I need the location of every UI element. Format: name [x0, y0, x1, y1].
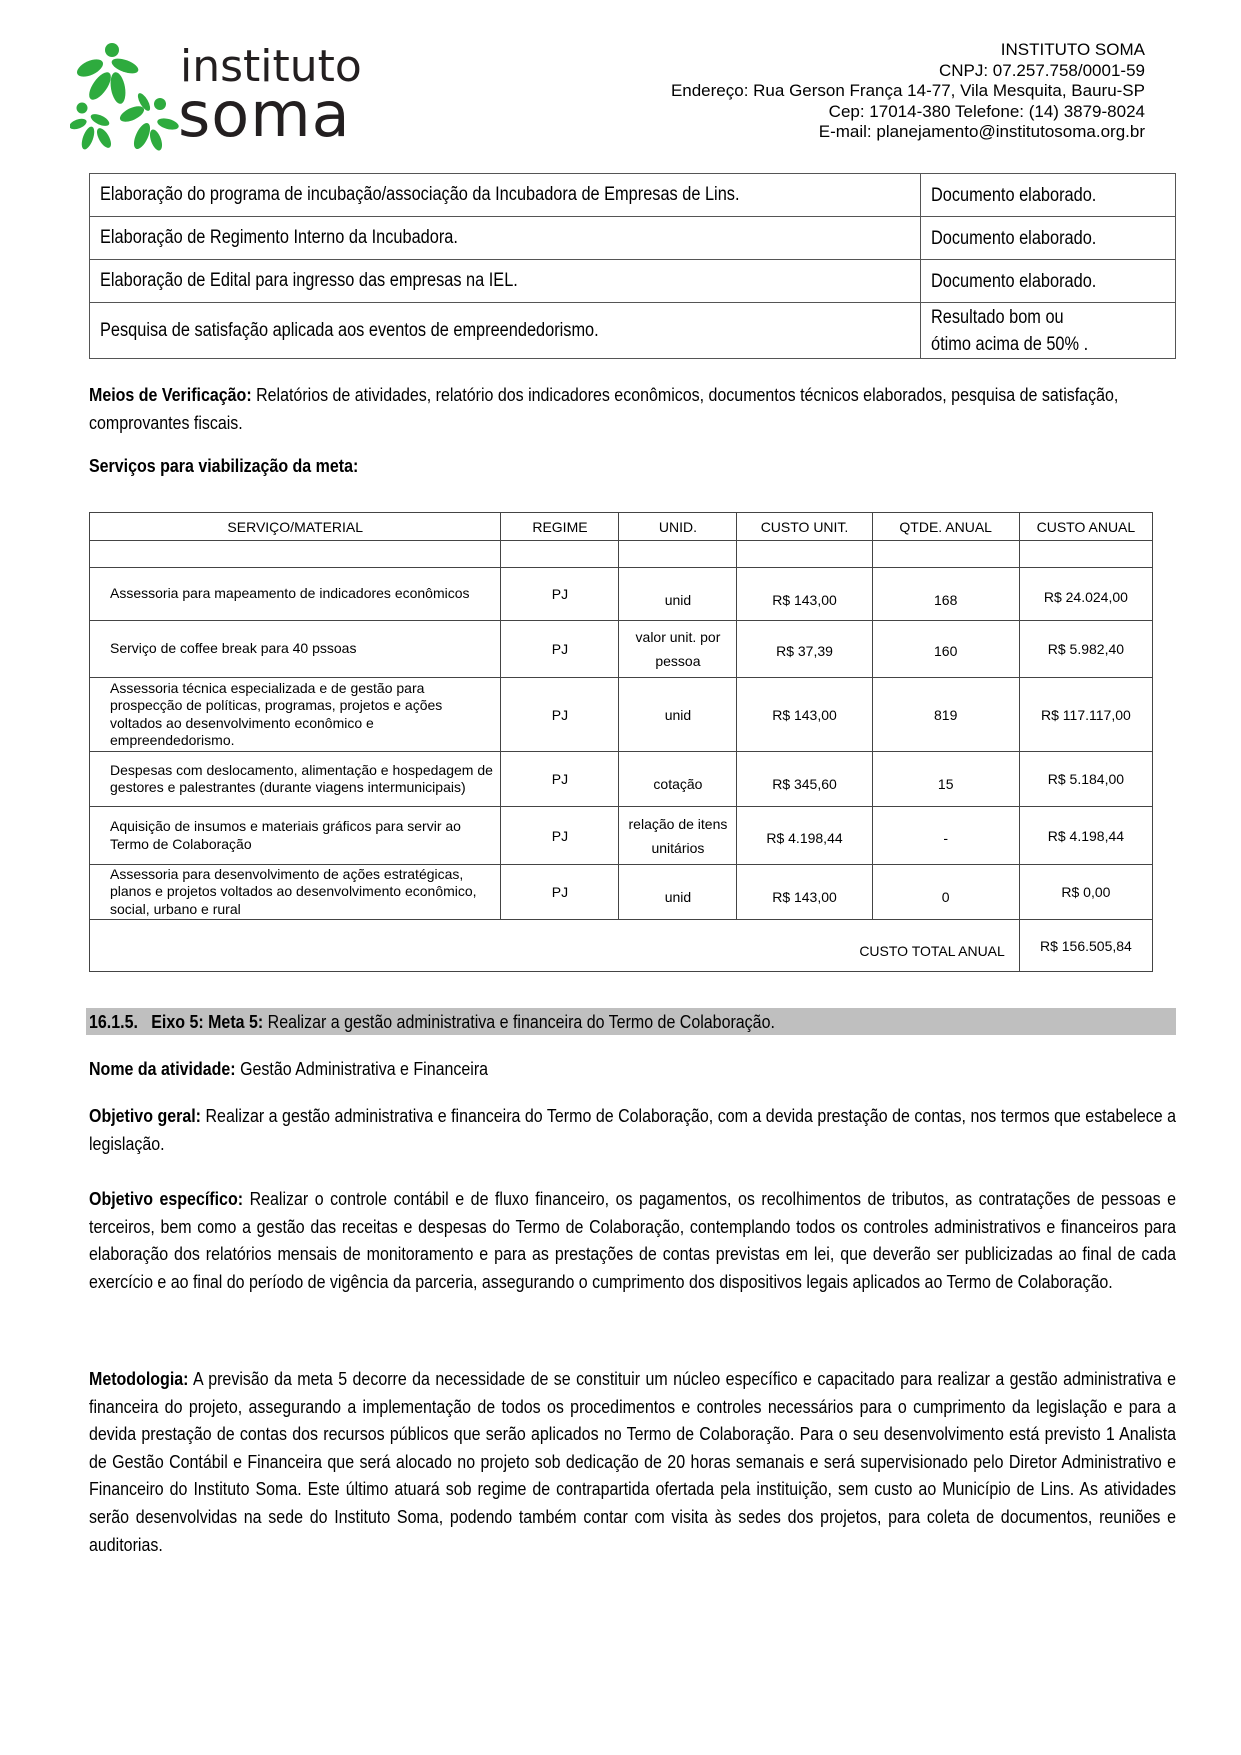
logo-text-soma: soma [178, 78, 351, 151]
qtde-cell: 0 [872, 865, 1019, 920]
nome-atividade-label: Nome da atividade: [89, 1058, 236, 1079]
section-label: Eixo 5: Meta 5: [151, 1011, 264, 1032]
section-text: Realizar a gestão administrativa e financeira do Termo de Colaboração. [263, 1011, 775, 1032]
qtde-cell: 168 [872, 568, 1019, 621]
custo-anual-cell: R$ 0,00 [1019, 865, 1152, 920]
institute-logo [70, 42, 370, 152]
activity-cell: Elaboração de Edital para ingresso das empresas na IEL. [90, 260, 921, 303]
header-cell: QTDE. ANUAL [872, 513, 1019, 541]
table-row [90, 678, 1153, 752]
services-table [89, 512, 1153, 972]
indicators-table [89, 173, 1176, 359]
nome-atividade-text: Gestão Administrativa e Financeira [235, 1058, 489, 1079]
regime-cell: PJ [501, 678, 619, 752]
activity-cell: Pesquisa de satisfação aplicada aos eventos de empreendedorismo. [90, 303, 921, 359]
objetivo-geral [89, 1102, 1176, 1157]
table-row [90, 568, 1153, 621]
table-row [90, 621, 1153, 678]
activity-cell: Elaboração de Regimento Interno da Incubadora. [90, 217, 921, 260]
header-cell: CUSTO UNIT. [737, 513, 872, 541]
header-cell: UNID. [619, 513, 737, 541]
section-number: 16.1.5. [89, 1011, 138, 1032]
meios-text: Relatórios de atividades, relatório dos indicadores econômicos, documentos técnicos elaborados, pesquisa de satisfação, comprovantes fiscais. [89, 384, 1119, 433]
qtde-cell: 160 [872, 621, 1019, 678]
metodologia-label: Metodologia: [89, 1368, 189, 1389]
custo-unit-cell: R$ 345,60 [737, 752, 872, 807]
result-cell: Documento elaborado. [921, 174, 1176, 217]
regime-cell: PJ [501, 865, 619, 920]
org-email: E-mail: planejamento@institutosoma.org.br [818, 122, 1145, 141]
result-cell: Resultado bom ou ótimo acima de 50% . [921, 303, 1176, 359]
total-label: CUSTO TOTAL ANUAL [90, 920, 1020, 972]
unid-cell: unid [619, 568, 737, 621]
unid-cell: unid [619, 865, 737, 920]
table-blank-row [90, 541, 1153, 568]
meios-label: Meios de Verificação: [89, 384, 252, 405]
table-row [90, 303, 1176, 359]
custo-unit-cell: R$ 143,00 [737, 678, 872, 752]
custo-anual-cell: R$ 24.024,00 [1019, 568, 1152, 621]
servicos-heading: Serviços para viabilização da meta: [89, 455, 359, 476]
table-header-row [90, 513, 1153, 541]
regime-cell: PJ [501, 807, 619, 865]
custo-anual-cell: R$ 4.198,44 [1019, 807, 1152, 865]
objetivo-geral-text: Realizar a gestão administrativa e financeira do Termo de Colaboração, com a devida prestação de contas, nos termos que estabelece a legislação. [89, 1105, 1177, 1154]
service-cell: Assessoria para desenvolvimento de ações estratégicas, planos e projetos voltados ao desenvolvimento econômico, social, urbano e rural [90, 865, 501, 920]
service-cell: Assessoria para mapeamento de indicadores econômicos [90, 568, 501, 621]
metodologia [89, 1365, 1176, 1558]
header-contact-info [671, 40, 1145, 143]
objetivo-geral-label: Objetivo geral: [89, 1105, 202, 1126]
regime-cell: PJ [501, 568, 619, 621]
unid-cell: valor unit. por pessoa [619, 621, 737, 678]
table-row [90, 865, 1153, 920]
org-address: Endereço: Rua Gerson França 14-77, Vila Mesquita, Bauru-SP [670, 81, 1145, 100]
table-row [90, 807, 1153, 865]
result-cell: Documento elaborado. [921, 260, 1176, 303]
custo-unit-cell: R$ 37,39 [737, 621, 872, 678]
result-cell: Documento elaborado. [921, 217, 1176, 260]
unid-cell: cotação [619, 752, 737, 807]
metodologia-text: A previsão da meta 5 decorre da necessidade de se constituir um núcleo específico e capacitado para realizar a gestão administrativa e financeira do projeto, assegurando a implementação de todos os procedimentos e controles necessários para o cumprimento da legislação e para a devida prestação de contas dos recursos públicos que serão aplicados no Termo de Colaboração. Para o seu desenvolvimento está previsto 1 Analista de Gestão Contábil e Financeira que será alocado no projeto sob dedicação de 20 horas semanais e será supervisionado pelo Diretor Administrativo e Financeiro do Instituto Soma. Este último atuará sob regime de contrapartida ofertada pela instituição, sem custo ao Município de Lins. As atividades serão desenvolvidas na sede do Instituto Soma, podendo também contar com visita às sedes dos projetos, para coleta de documentos, reuniões e auditorias. [89, 1368, 1177, 1555]
header-cell: SERVIÇO/MATERIAL [90, 513, 501, 541]
nome-atividade [89, 1055, 1176, 1083]
qtde-cell: - [872, 807, 1019, 865]
objetivo-especifico-text: Realizar o controle contábil e de fluxo financeiro, os pagamentos, os recolhimentos de tributos, as contratações de pessoas e terceiros, bem como a gestão das receitas e despesas do Termo de Colaboração, contemplando todos os controles administrativos e financeiros para elaboração dos relatórios mensais de monitoramento e para as prestações de contas previstas em lei, que deverão ser publicizadas ao final de cada exercício e ao final do período de vigência da parceria, assegurando o cumprimento dos dispositivos legais aplicados ao Termo de Colaboração. [89, 1188, 1177, 1292]
service-cell: Aquisição de insumos e materiais gráficos para servir ao Termo de Colaboração [90, 807, 501, 865]
org-name: INSTITUTO SOMA [1000, 40, 1145, 59]
section-heading [89, 1008, 887, 1035]
meios-verificacao [89, 381, 1176, 436]
custo-anual-cell: R$ 5.184,00 [1019, 752, 1152, 807]
activity-cell: Elaboração do programa de incubação/associação da Incubadora de Empresas de Lins. [90, 174, 921, 217]
org-cep-phone: Cep: 17014-380 Telefone: (14) 3879-8024 [828, 101, 1145, 121]
regime-cell: PJ [501, 621, 619, 678]
service-cell: Assessoria técnica especializada e de gestão para prospecção de políticas, programas, projetos e ações voltados ao desenvolvimento econômico e empreendedorismo. [90, 678, 501, 752]
table-row [90, 174, 1176, 217]
custo-unit-cell: R$ 143,00 [737, 568, 872, 621]
custo-unit-cell: R$ 143,00 [737, 865, 872, 920]
objetivo-especifico-label: Objetivo específico: [89, 1188, 244, 1209]
custo-unit-cell: R$ 4.198,44 [737, 807, 872, 865]
table-row [90, 260, 1176, 303]
unid-cell: unid [619, 678, 737, 752]
custo-anual-cell: R$ 5.982,40 [1019, 621, 1152, 678]
header-cell: REGIME [501, 513, 619, 541]
qtde-cell: 819 [872, 678, 1019, 752]
table-row [90, 752, 1153, 807]
service-cell: Despesas com deslocamento, alimentação e hospedagem de gestores e palestrantes (durante viagens intermunicipais) [90, 752, 501, 807]
service-cell: Serviço de coffee break para 40 pssoas [90, 621, 501, 678]
objetivo-especifico [89, 1185, 1176, 1295]
qtde-cell: 15 [872, 752, 1019, 807]
regime-cell: PJ [501, 752, 619, 807]
table-row [90, 217, 1176, 260]
total-value: R$ 156.505,84 [1019, 920, 1152, 972]
three-green-figures-icon [70, 42, 180, 152]
header-cell: CUSTO ANUAL [1019, 513, 1152, 541]
unid-cell: relação de itens unitários [619, 807, 737, 865]
table-total-row [90, 920, 1153, 972]
org-cnpj: CNPJ: 07.257.758/0001-59 [938, 60, 1145, 80]
custo-anual-cell: R$ 117.117,00 [1019, 678, 1152, 752]
logo-text-instituto: instituto [180, 41, 362, 92]
